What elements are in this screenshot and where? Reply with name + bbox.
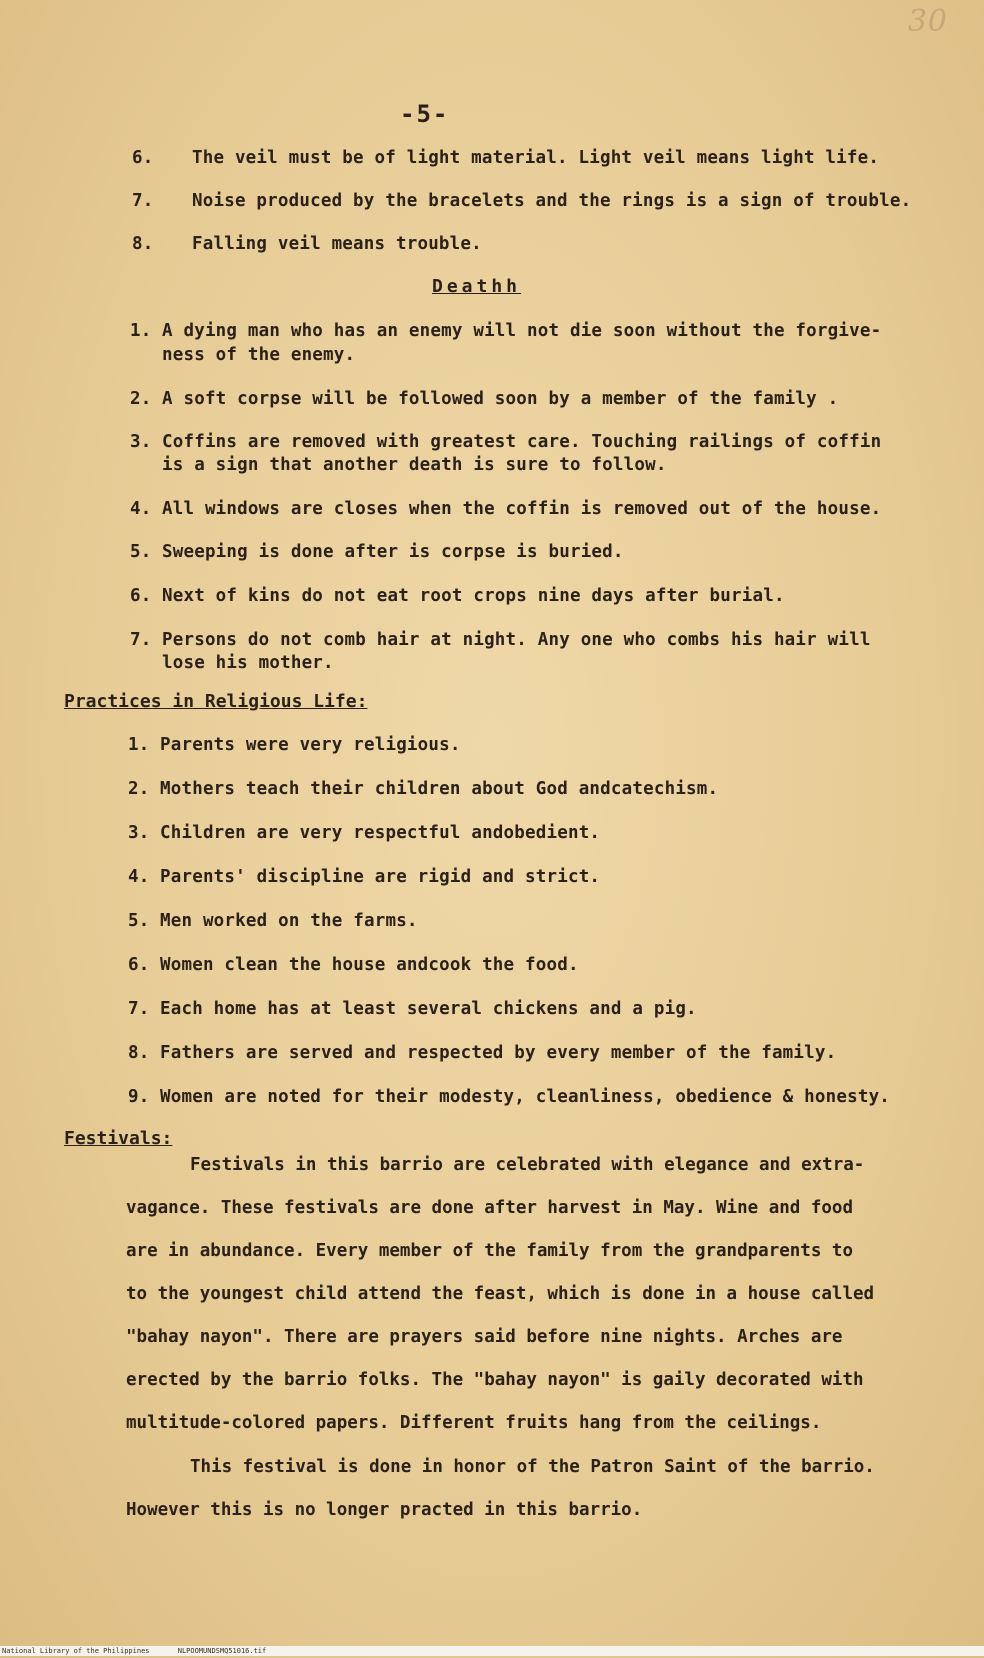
item-text: Parents were very religious. — [160, 735, 461, 755]
item-continuation: lose his mother. — [162, 653, 334, 673]
item-text: Noise produced by the bracelets and the rings is a sign of trouble. — [192, 191, 912, 211]
item-continuation: is a sign that another death is sure to follow. — [162, 455, 667, 475]
list-item — [130, 542, 624, 562]
item-text: Women are noted for their modesty, cleanliness, obedience & honesty. — [160, 1087, 891, 1107]
item-text: The veil must be of light material. Light veil means light life. — [192, 148, 880, 168]
footer-filename: NLPOOMUNDSMQ51016.tif — [177, 1647, 267, 1655]
list-item — [128, 823, 600, 843]
item-number: 5. — [130, 542, 152, 562]
item-text: A dying man who has an enemy will not die soon without the forgive- — [162, 321, 882, 341]
item-number: 7. — [130, 630, 152, 650]
list-item — [128, 999, 697, 1019]
list-item — [128, 779, 718, 799]
paragraph-line: multitude-colored papers. Different fruits hang from the ceilings. — [126, 1413, 822, 1433]
list-item — [128, 1087, 890, 1107]
item-number: 1. — [130, 321, 152, 341]
item-text: Mothers teach their children about God andcatechism. — [160, 779, 719, 799]
item-text: Fathers are served and respected by every member of the family. — [160, 1043, 837, 1063]
paragraph-line: This festival is done in honor of the Patron Saint of the barrio. — [190, 1457, 875, 1477]
list-item — [128, 955, 579, 975]
item-text: Falling veil means trouble. — [192, 234, 482, 254]
death-heading: Deathh — [432, 276, 522, 297]
list-item — [132, 234, 482, 254]
item-number: 2. — [130, 389, 152, 409]
list-item — [130, 499, 881, 519]
item-text: Each home has at least several chickens and a pig. — [160, 999, 697, 1019]
item-text: Children are very respectful andobedient. — [160, 823, 601, 843]
paragraph-line: However this is no longer practed in this barrio. — [126, 1500, 643, 1520]
list-item — [130, 630, 871, 650]
item-text: Sweeping is done after is corpse is buried. — [162, 542, 624, 562]
item-text: Persons do not comb hair at night. Any one who combs his hair will — [162, 630, 871, 650]
item-number: 6. — [128, 955, 150, 975]
list-item — [128, 911, 418, 931]
item-number: 7. — [128, 999, 150, 1019]
corner-page-mark: 30 — [907, 4, 948, 39]
list-item — [130, 389, 838, 409]
list-item — [130, 586, 785, 606]
religious-heading: Practices in Religious Life: — [64, 691, 368, 712]
list-item — [128, 735, 461, 755]
paragraph-line: erected by the barrio folks. The "bahay nayon" is gaily decorated with — [126, 1370, 864, 1390]
item-number: 2. — [128, 779, 150, 799]
item-number: 5. — [128, 911, 150, 931]
list-item — [128, 1043, 836, 1063]
item-number: 7. — [132, 191, 154, 211]
paragraph-line: to the youngest child attend the feast, which is done in a house called — [126, 1284, 875, 1304]
item-number: 8. — [128, 1043, 150, 1063]
item-text: A soft corpse will be followed soon by a member of the family . — [162, 389, 839, 409]
item-number: 1. — [128, 735, 150, 755]
scan-footer — [0, 1646, 984, 1656]
paragraph-line: Festivals in this barrio are celebrated with elegance and extra- — [190, 1155, 865, 1175]
item-text: Men worked on the farms. — [160, 911, 418, 931]
item-number: 3. — [130, 432, 152, 452]
item-number: 6. — [130, 586, 152, 606]
paragraph-line: vagance. These festivals are done after harvest in May. Wine and food — [126, 1198, 853, 1218]
item-number: 3. — [128, 823, 150, 843]
list-item — [132, 191, 911, 211]
festivals-heading: Festivals: — [64, 1128, 173, 1149]
paragraph-line: "bahay nayon". There are prayers said before nine nights. Arches are — [126, 1327, 843, 1347]
list-item — [128, 867, 600, 887]
item-text: Parents' discipline are rigid and strict. — [160, 867, 601, 887]
item-number: 8. — [132, 234, 154, 254]
item-number: 6. — [132, 148, 154, 168]
footer-library: National Library of the Philippines — [2, 1647, 150, 1655]
item-text: Next of kins do not eat root crops nine days after burial. — [162, 586, 785, 606]
page-number: -5- — [400, 100, 450, 128]
item-number: 9. — [128, 1087, 150, 1107]
item-continuation: ness of the enemy. — [162, 345, 356, 365]
item-text: Coffins are removed with greatest care. Touching railings of coffin — [162, 432, 882, 452]
item-text: All windows are closes when the coffin is removed out of the house. — [162, 499, 882, 519]
item-text: Women clean the house andcook the food. — [160, 955, 579, 975]
list-item — [130, 432, 881, 452]
item-number: 4. — [128, 867, 150, 887]
list-item — [130, 321, 881, 341]
item-number: 4. — [130, 499, 152, 519]
list-item — [132, 148, 879, 168]
paragraph-line: are in abundance. Every member of the family from the grandparents to — [126, 1241, 853, 1261]
